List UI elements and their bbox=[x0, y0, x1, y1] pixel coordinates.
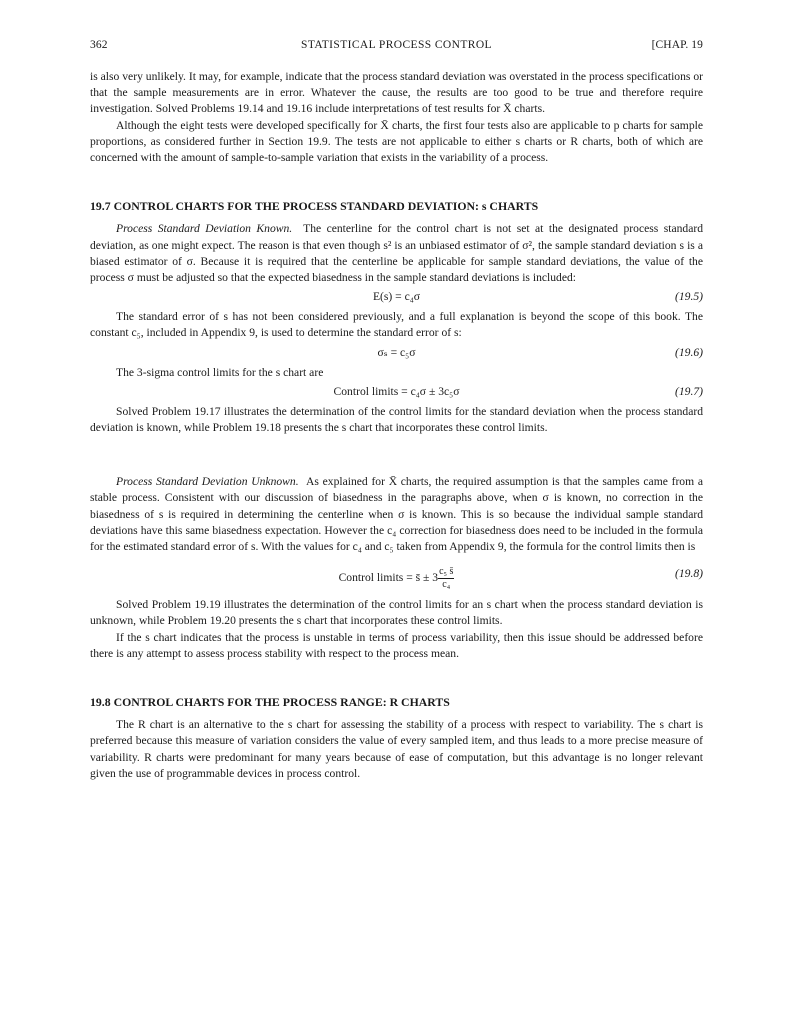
unknown-paragraph-3: If the s chart indicates that the process is unstable in terms of process variability, then this issue should be addressed before there is any attempt to assess process stability with respect to the process mean. bbox=[90, 630, 703, 660]
known-paragraph-2: The standard error of s has not been considered previously, and a full explanation is beyond the scope of this book. The constant c₅, included in Appendix 9, is used to determine the standard error of s: bbox=[90, 310, 703, 340]
equation-19-8-lhs: Control limits = s̄ ± 3 bbox=[338, 571, 439, 585]
equation-19-8-expression bbox=[90, 566, 703, 591]
known-paragraph-1-text: The centerline for the control chart is not set at the designated process standard deviation, as one might expect. The reason is that even though s² is an unbiased estimator of σ², the sample standard deviation s is a biased estimator of σ. Because it is required that the centerline be applicable for sample standard deviations, the value of the process σ must be adjusted so that the expected biasedness in the sample standard deviations is included: bbox=[90, 222, 704, 285]
equation-19-8 bbox=[90, 556, 703, 596]
intro-paragraph-2: Although the eight tests were developed specifically for X̄ charts, the first four tests also are applicable to p charts for sample proportions, as considered further in Section 19.9. The tests are not applicable to either s charts or R charts, both of which are concerned with the amount of sample-to-sample variation that exists in the variability of a process. bbox=[90, 118, 703, 165]
section-19-7-heading: 19.7 CONTROL CHARTS FOR THE PROCESS STANDARD DEVIATION: s CHARTS bbox=[90, 199, 539, 214]
unknown-paragraph-1 bbox=[90, 474, 703, 555]
chapter-label: [CHAP. 19 bbox=[651, 39, 703, 51]
equation-19-5-expression: E(s) = c₄σ bbox=[372, 290, 421, 304]
r-chart-paragraph-1: The R chart is an alternative to the s chart for assessing the stability of a process with respect to variability. The s chart is preferred because this measure of variation considers the value of every sampled item, and thus leads to a more precise measure of variability. R charts were predominant for many years because of ease of computation, but this advantage is no longer relevant given the use of programmable devices in process control. bbox=[90, 718, 703, 780]
equation-19-5-number: (19.5) bbox=[674, 290, 703, 304]
equation-19-7-number: (19.7) bbox=[674, 384, 703, 398]
running-title: STATISTICAL PROCESS CONTROL bbox=[301, 39, 492, 51]
page-body bbox=[90, 69, 703, 782]
equation-19-8-numerator: c₅ s̄ bbox=[439, 566, 454, 578]
equation-19-6-number: (19.6) bbox=[674, 345, 703, 359]
known-paragraph-1 bbox=[90, 221, 703, 286]
known-subheading: Process Standard Deviation Known. bbox=[116, 222, 293, 236]
intro-paragraph-1: is also very unlikely. It may, for example, indicate that the process standard deviation was overstated in the process specifications or that the sample measurements are in error. Whatever the cause, the results are too good to be true and therefore require investigation. Solved Problems 19.14 and 19.16 include interpretations of test results for X̄ charts. bbox=[90, 70, 703, 116]
equation-19-8-denominator: c₄ bbox=[442, 579, 451, 591]
page-number: 362 bbox=[90, 39, 108, 51]
equation-19-6-expression: σₛ = c₅σ bbox=[377, 345, 416, 359]
equation-19-8-number: (19.8) bbox=[674, 567, 703, 581]
equation-19-6 bbox=[90, 343, 703, 364]
page-header bbox=[90, 39, 703, 55]
equation-19-8-fraction bbox=[438, 566, 454, 591]
equation-19-7 bbox=[90, 382, 703, 403]
unknown-subheading: Process Standard Deviation Unknown. bbox=[116, 475, 299, 489]
unknown-paragraph-1-text: As explained for X̄ charts, the required assumption is that the samples came from a stable process. Consistent with our discussion of biasedness in the paragraphs above, when σ is known, no correction in the biasedness of s is required in determining the centerline when σ is known. This is so because the individual sample standard deviations have this same biasedness expectation. However the c₄ correction for biasedness does need to be included in the formula for the estimated standard error of s. With the values for c₄ and c₅ taken from Appendix 9, the formula for the control limits then is bbox=[90, 475, 703, 554]
known-paragraph-4: Solved Problem 19.17 illustrates the determination of the control limits for the standard deviation when the process standard deviation is known, while Problem 19.18 presents the s chart that incorporates these control limits. bbox=[90, 404, 703, 435]
equation-19-5 bbox=[90, 287, 703, 308]
known-paragraph-3: The 3-sigma control limits for the s chart are bbox=[116, 365, 324, 379]
unknown-paragraph-2: Solved Problem 19.19 illustrates the determination of the control limits for an s chart when the process standard deviation is unknown, while Problem 19.20 presents the s chart that incorporates these control limits. bbox=[90, 598, 703, 628]
equation-19-7-expression: Control limits = c₄σ ± 3c₅σ bbox=[333, 384, 460, 398]
section-19-8-heading: 19.8 CONTROL CHARTS FOR THE PROCESS RANGE: R CHARTS bbox=[90, 695, 450, 710]
